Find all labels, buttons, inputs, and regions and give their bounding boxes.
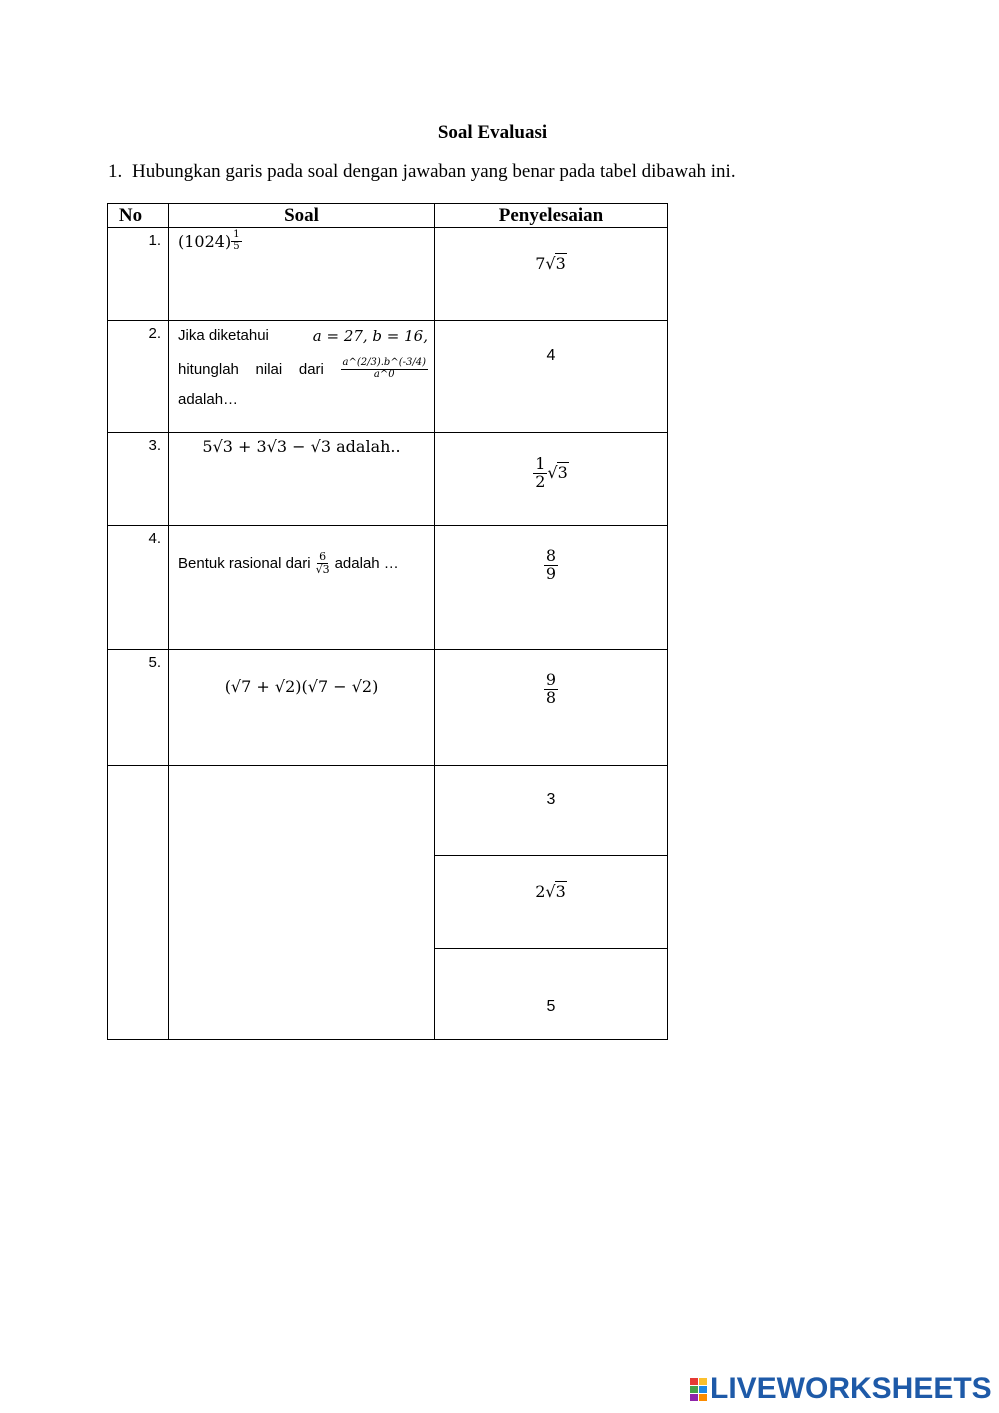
instruction-number: 1. [108, 161, 123, 182]
question-3: 5√3 + 3√3 − √3 adalah.. [202, 437, 401, 456]
logo-text: LIVEWORKSHEETS [710, 1372, 992, 1405]
page-title: Soal Evaluasi [437, 122, 548, 143]
question-4: Bentuk rasional dari $\frac{6}{√3}$ adalah … [178, 550, 399, 576]
answer-3: $\frac{1}{2}$ √3 [535, 454, 568, 491]
evaluation-table [107, 203, 668, 1040]
fraction: $\frac{6}{√3}$ [315, 550, 330, 576]
row-number: 1. [148, 232, 161, 249]
answer-7: 2√3 [535, 882, 566, 901]
header-soal: Soal [284, 205, 319, 226]
answer-4: $\frac{8}{9}$ [545, 546, 557, 583]
liveworksheets-logo [690, 1374, 992, 1404]
answer-8: 5 [546, 998, 556, 1015]
answer-6: 3 [546, 791, 556, 808]
instruction [108, 161, 736, 183]
question-2: Jika diketahui a = 27, b = 16, hitunglah nilai dari $\frac{a\^{}(2/3).b\^{}(-3/4)}{a\^{}0}$ adalah… [178, 327, 428, 408]
answer-1: 7√3 [535, 254, 566, 273]
header-penyelesaian: Penyelesaian [498, 205, 604, 226]
answer-5: $\frac{9}{8}$ [545, 670, 557, 707]
answer-2: 4 [546, 347, 556, 364]
row-number: 4. [148, 530, 161, 547]
question-5: (√7 + √2)(√7 − √2) [224, 677, 379, 696]
fraction: $\frac{a\^{}(2/3).b\^{}(-3/4)}{a\^{}0}$ [342, 357, 426, 380]
question-1: (1024) $^{\frac{1}{5}}$ [178, 229, 240, 252]
logo-blocks-icon [690, 1378, 707, 1401]
row-number: 3. [148, 437, 161, 454]
row-number: 5. [148, 654, 161, 671]
instruction-text: Hubungkan garis pada soal dengan jawaban yang benar pada tabel dibawah ini. [132, 161, 736, 182]
row-number: 2. [148, 325, 161, 342]
header-no: No [118, 205, 143, 226]
